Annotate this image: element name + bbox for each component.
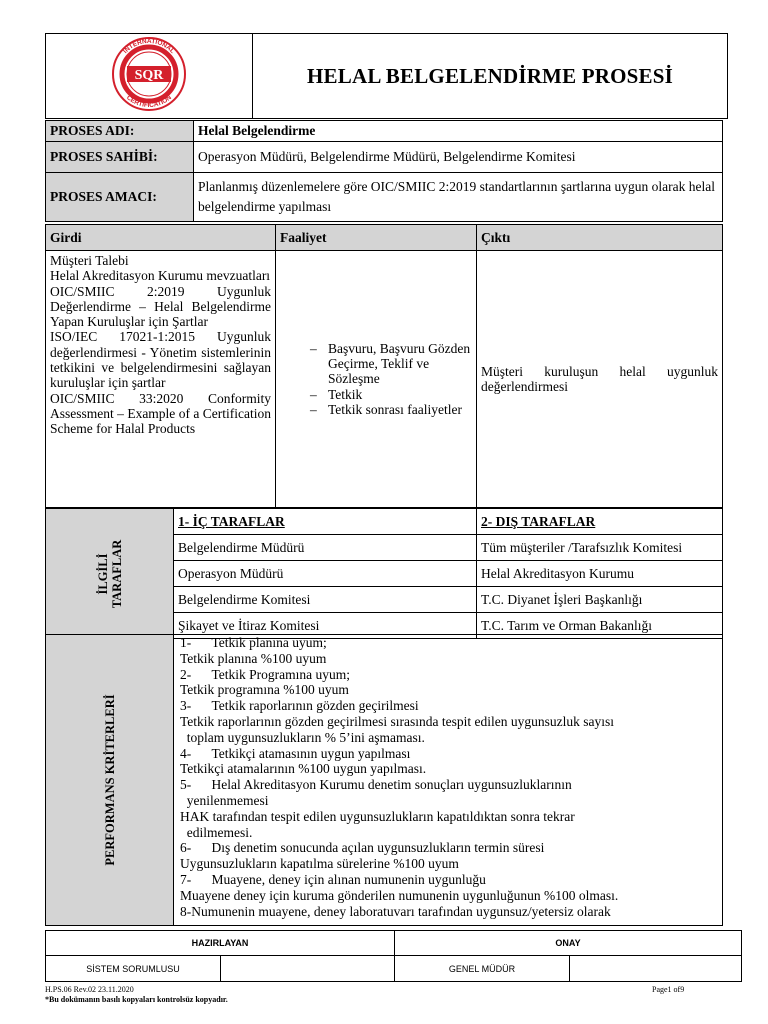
- process-row: [46, 173, 723, 222]
- internal-party: Belgelendirme Müdürü: [174, 535, 477, 561]
- stakeholders-header-row: [46, 509, 723, 535]
- criteria-line: Tetkik raporlarının gözden geçirilmesi sırasında tespit edilen uygunsuzluk sayısı: [180, 713, 614, 729]
- sqr-logo: [104, 35, 194, 113]
- performance-side-label: PERFORMANS KRİTERLERİ: [46, 635, 174, 926]
- external-parties-title: 2- DIŞ TARAFLAR: [477, 509, 723, 535]
- external-party: Helal Akreditasyon Kurumu: [477, 561, 723, 587]
- girdi-item: ISO/IEC 17021-1:2015 Uygunluk değerlendirmesi - Yönetim sistemlerinin tetkikini ve belgelendirmesini sağlayan kuruluşlar için şartlar: [50, 329, 271, 391]
- input-activity-output-table: [45, 224, 723, 508]
- io-header-row: [46, 225, 723, 251]
- approval-header: ONAY: [395, 931, 742, 956]
- document-header: [45, 33, 728, 119]
- criteria-line: Muayene deney için kuruma gönderilen numunenin uygunluğunun %100 olması.: [180, 887, 619, 903]
- internal-party: Operasyon Müdürü: [174, 561, 477, 587]
- criteria-line: 8-Numunenin muayene, deney laboratuvarı tarafından uygunsuz/yetersiz olarak: [180, 903, 611, 919]
- criteria-line: edilmemesi.: [180, 824, 253, 840]
- criteria-line: 2- Tetkik Programına uyum;: [180, 666, 351, 682]
- approval-signature-field[interactable]: [570, 956, 742, 982]
- criteria-line: toplam uygunsuzlukların % 5’ini aşmaması.: [180, 729, 425, 745]
- process-owner-value: Operasyon Müdürü, Belgelendirme Müdürü, Belgelendirme Komitesi: [194, 142, 723, 173]
- internal-party: Şikayet ve İtiraz Komitesi: [174, 613, 477, 639]
- faaliyet-item: – Başvuru, Başvuru Gözden Geçirme, Teklif ve Sözleşme: [310, 341, 472, 387]
- footer-left: [45, 985, 228, 1005]
- criteria-line: yenilenmemesi: [180, 792, 269, 808]
- girdi-list: [46, 251, 276, 508]
- process-info-table: [45, 120, 723, 222]
- logo-text: SQR: [134, 67, 164, 83]
- page-number: Page1 of9: [652, 985, 685, 994]
- cikti-header: Çıktı: [477, 225, 723, 251]
- external-party: T.C. Tarım ve Orman Bakanlığı: [477, 613, 723, 639]
- girdi-item: OIC/SMIIC 2:2019 Uygunluk Değerlendirme – Helal Belgelendirme Yapan Kuruluşlar için Şartlar: [50, 283, 271, 330]
- approval-table: [45, 930, 742, 982]
- svg-text:INTERNATIONAL: INTERNATIONAL: [122, 37, 176, 55]
- girdi-item: OIC/SMIIC 33:2020 Conformity Assessment – Example of a Certification Scheme for Halal Products: [50, 390, 271, 437]
- criteria-line: 1- Tetkik planına uyum;: [180, 635, 327, 650]
- criteria-line: HAK tarafından tespit edilen uygunsuzlukların kapatıldıktan sonra tekrar: [180, 808, 575, 824]
- external-party: Tüm müşteriler /Tarafsızlık Komitesi: [477, 535, 723, 561]
- faaliyet-item: – Tetkik sonrası faaliyetler: [310, 402, 472, 417]
- internal-parties-title: 1- İÇ TARAFLAR: [174, 509, 477, 535]
- process-name-label: PROSES ADI:: [46, 121, 194, 142]
- faaliyet-item: – Tetkik: [310, 387, 472, 402]
- io-body-row: [46, 251, 723, 508]
- process-row: [46, 121, 723, 142]
- cikti-value: Müşteri kuruluşun helal uygunluk değerlendirmesi: [477, 251, 723, 508]
- external-party: T.C. Diyanet İşleri Başkanlığı: [477, 587, 723, 613]
- process-row: [46, 142, 723, 173]
- uncontrolled-copy-note: *Bu dokümanın basılı kopyaları kontrolsüz kopyadır.: [45, 995, 228, 1004]
- process-purpose-label: PROSES AMACI:: [46, 173, 194, 222]
- internal-party: Belgelendirme Komitesi: [174, 587, 477, 613]
- criteria-line: 7- Muayene, deney için alınan numunenin uygunluğu: [180, 871, 486, 887]
- process-name-value: Helal Belgelendirme: [194, 121, 723, 142]
- criteria-line: 4- Tetkikçi atamasının uygun yapılması: [180, 745, 411, 761]
- page-title: HELAL BELGELENDİRME PROSESİ: [253, 34, 728, 119]
- approval-role: GENEL MÜDÜR: [395, 956, 570, 982]
- prepared-header: HAZIRLAYAN: [46, 931, 395, 956]
- criteria-line: Uygunsuzlukların kapatılma sürelerine %100 uyum: [180, 856, 459, 872]
- faaliyet-list: [276, 251, 477, 508]
- girdi-item: Helal Akreditasyon Kurumu mevzuatları: [50, 268, 271, 284]
- svg-text:CERTIFICATION: CERTIFICATION: [125, 93, 173, 109]
- girdi-header: Girdi: [46, 225, 276, 251]
- prepared-signature-field[interactable]: [221, 956, 395, 982]
- criteria-line: 6- Dış denetim sonucunda açılan uygunsuzlukların termin süresi: [180, 840, 545, 856]
- criteria-line: Tetkik programına %100 uyum: [180, 682, 349, 698]
- stakeholders-side-label: İLGİLİ TARAFLAR: [46, 509, 174, 639]
- process-owner-label: PROSES SAHİBİ:: [46, 142, 194, 173]
- criteria-line: Tetkik planına %100 uyum: [180, 650, 327, 666]
- criteria-line: 3- Tetkik raporlarının gözden geçirilmesi: [180, 698, 419, 714]
- performance-criteria-table: [45, 634, 723, 926]
- criteria-line: 5- Helal Akreditasyon Kurumu denetim sonuçları uygunsuzluklarının: [180, 777, 572, 793]
- logo-cell: [46, 34, 253, 119]
- criteria-line: Tetkikçi atamalarının %100 uygun yapılması.: [180, 761, 427, 777]
- prepared-role: SİSTEM SORUMLUSU: [46, 956, 221, 982]
- faaliyet-header: Faaliyet: [276, 225, 477, 251]
- stakeholders-table: [45, 508, 723, 639]
- performance-criteria-list: [174, 635, 723, 926]
- process-purpose-value: Planlanmış düzenlemelere göre OIC/SMIIC 2:2019 standartlarının şartlarına uygun olarak helal belgelendirme yapılması: [194, 173, 723, 222]
- girdi-item: Müşteri Talebi: [50, 253, 129, 268]
- document-code: H.PS.06 Rev.02 23.11.2020: [45, 985, 134, 994]
